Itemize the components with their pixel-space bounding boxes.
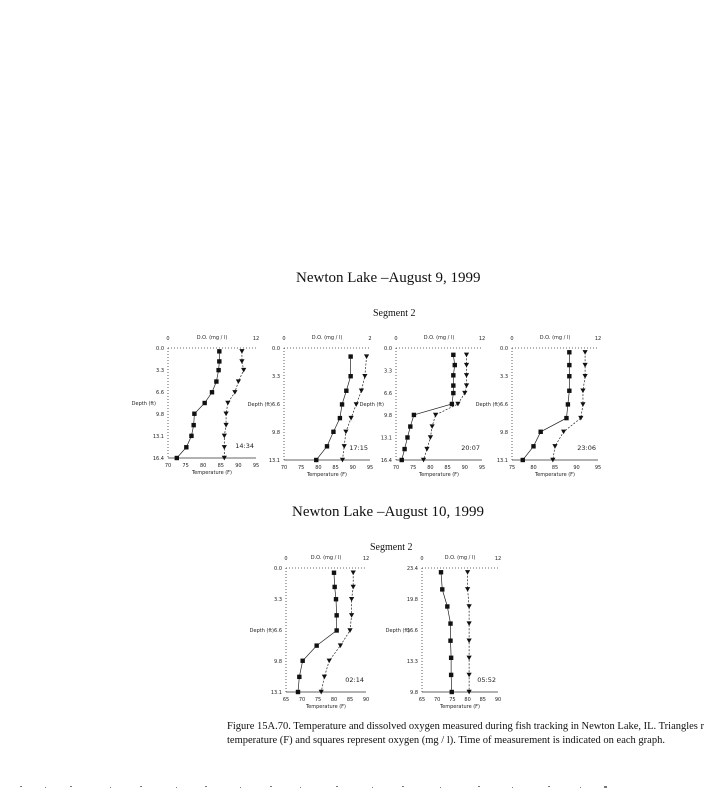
- temperature-point: [351, 571, 356, 576]
- oxygen-point: [217, 349, 221, 353]
- temperature-point: [322, 675, 327, 680]
- temperature-point: [578, 416, 583, 421]
- depth-axis-title: Depth (ft): [249, 628, 274, 634]
- do-tick-label: 12: [594, 336, 602, 342]
- profile-chart-1434: [131, 330, 278, 490]
- temperature-point: [232, 390, 237, 395]
- temp-tick-label: 75: [314, 697, 322, 703]
- time-label: 20:07: [461, 444, 480, 452]
- temperature-point: [348, 416, 353, 421]
- temperature-point: [467, 621, 472, 626]
- temperature-point: [467, 638, 472, 643]
- temperature-point: [222, 445, 227, 450]
- do-tick-label: 0: [510, 336, 514, 342]
- oxygen-point: [412, 413, 416, 417]
- temp-axis-title: Temperature (F): [306, 472, 348, 478]
- oxygen-point: [538, 430, 542, 434]
- depth-tick-label: 0.0: [500, 346, 508, 352]
- temperature-point: [351, 585, 356, 590]
- depth-tick-label: 16.4: [380, 458, 392, 464]
- temperature-point: [342, 444, 347, 449]
- oxygen-point: [449, 673, 453, 677]
- oxygen-point: [348, 374, 352, 378]
- oxygen-point: [217, 359, 221, 363]
- temp-tick-label: 75: [449, 697, 456, 703]
- temp-tick-label: 75: [182, 463, 189, 469]
- temperature-point: [433, 413, 438, 418]
- temperature-point: [552, 444, 557, 449]
- temp-tick-label: 90: [494, 697, 502, 703]
- depth-axis-title: Depth (ft): [475, 402, 500, 408]
- depth-tick-label: 9.8: [384, 413, 392, 420]
- title-aug10: Newton Lake –August 10, 1999: [292, 504, 485, 520]
- title-aug9: Newton Lake –August 9, 1999: [296, 270, 481, 286]
- time-label: 14:34: [235, 442, 254, 450]
- temperature-point: [338, 643, 343, 648]
- temperature-point: [580, 389, 585, 394]
- do-tick-label: 2: [368, 336, 372, 342]
- oxygen-point: [202, 401, 206, 405]
- temperature-point: [359, 389, 364, 394]
- time-label: 17:15: [349, 444, 368, 452]
- oxygen-point: [296, 690, 300, 694]
- temperature-point: [239, 359, 244, 364]
- temperature-point: [354, 402, 359, 407]
- oxygen-point: [408, 424, 412, 428]
- depth-tick-label: 13.1: [152, 434, 164, 440]
- oxygen-point: [344, 389, 348, 393]
- temperature-point: [222, 434, 227, 439]
- temp-tick-label: 80: [330, 697, 338, 703]
- depth-tick-label: 9.8: [500, 430, 508, 436]
- temperature-point: [362, 374, 367, 379]
- depth-tick-label: 9.8: [272, 430, 280, 436]
- oxygen-point: [451, 391, 455, 395]
- oxygen-point: [566, 402, 570, 406]
- temperature-point: [428, 435, 433, 440]
- temp-tick-label: 90: [461, 465, 468, 471]
- temperature-point: [349, 597, 354, 602]
- temperature-point: [223, 423, 228, 428]
- temp-tick-label: 75: [508, 465, 516, 471]
- temperature-point: [583, 374, 588, 379]
- do-axis-title: D.O. (mg / l): [310, 555, 342, 561]
- do-tick-label: 0: [166, 336, 170, 342]
- temperature-point: [561, 430, 566, 435]
- caption-line-2: temperature (F) and squares represent oxygen (mg / l). Time of measurement is indicated on each graph.: [227, 735, 665, 746]
- oxygen-point: [300, 659, 304, 663]
- temp-tick-label: 85: [346, 697, 354, 703]
- temperature-point: [241, 368, 246, 373]
- temperature-point: [236, 379, 241, 384]
- oxygen-point: [567, 374, 571, 378]
- oxygen-point: [448, 638, 452, 642]
- depth-tick-label: 6.6: [156, 390, 164, 396]
- temp-tick-label: 80: [530, 465, 537, 471]
- time-label: 05:52: [477, 676, 496, 684]
- temperature-point: [583, 350, 588, 355]
- temperature-point: [424, 447, 429, 452]
- temperature-point: [347, 628, 352, 633]
- oxygen-point: [189, 434, 193, 438]
- temperature-point: [465, 570, 470, 575]
- temp-tick-label: 65: [418, 697, 426, 703]
- temp-tick-label: 70: [434, 697, 441, 703]
- profile-chart-0214: [249, 550, 386, 720]
- temp-axis-title: Temperature (F): [439, 704, 481, 710]
- oxygen-point: [564, 416, 568, 420]
- oxygen-point: [567, 350, 571, 354]
- oxygen-point: [348, 354, 352, 358]
- depth-tick-label: 13.1: [380, 435, 392, 442]
- temp-tick-label: 90: [349, 465, 356, 471]
- oxygen-point: [451, 373, 455, 377]
- depth-tick-label: 13.1: [268, 458, 280, 464]
- oxygen-point: [451, 353, 455, 357]
- temperature-point: [465, 587, 470, 592]
- oxygen-point: [214, 379, 218, 383]
- temp-tick-label: 70: [392, 465, 400, 471]
- oxygen-point: [567, 389, 571, 393]
- temp-tick-label: 85: [551, 465, 559, 471]
- temp-tick-label: 80: [464, 697, 471, 703]
- depth-tick-label: 0.0: [274, 566, 282, 572]
- temp-tick-label: 70: [280, 465, 288, 471]
- temperature-point: [467, 656, 472, 661]
- oxygen-point: [450, 690, 454, 694]
- temperature-point: [343, 430, 348, 435]
- depth-tick-label: 23.4: [406, 566, 418, 572]
- oxygen-point: [216, 368, 220, 372]
- depth-tick-label: 13.1: [496, 458, 508, 464]
- oxygen-point: [325, 444, 329, 448]
- temperature-point: [239, 349, 244, 354]
- depth-tick-label: 13.3: [406, 659, 418, 665]
- depth-tick-label: 19.8: [406, 597, 418, 603]
- depth-tick-label: 3.3: [500, 374, 508, 380]
- temp-tick-label: 85: [479, 697, 486, 703]
- oxygen-point: [338, 416, 342, 420]
- temp-tick-label: 65: [282, 697, 290, 703]
- depth-tick-label: 6.6: [274, 628, 282, 634]
- temperature-point: [464, 363, 469, 368]
- time-label: 02:14: [345, 676, 364, 684]
- depth-tick-label: 6.6: [500, 402, 508, 408]
- oxygen-point: [521, 458, 525, 462]
- oxygen-point: [450, 402, 454, 406]
- do-tick-label: 0: [420, 556, 424, 562]
- depth-tick-label: 9.8: [410, 690, 418, 696]
- temperature-point: [467, 604, 472, 609]
- do-tick-label: 0: [284, 556, 288, 562]
- oxygen-point: [314, 458, 318, 462]
- oxygen-point: [400, 458, 404, 462]
- depth-tick-label: 3.3: [274, 597, 282, 603]
- temp-tick-label: 75: [298, 465, 305, 471]
- temp-tick-label: 80: [315, 465, 322, 471]
- temp-tick-label: 90: [362, 697, 370, 703]
- oxygen-point: [192, 412, 196, 416]
- figure-caption: [227, 720, 704, 748]
- profile-chart-0552: [382, 550, 510, 720]
- depth-tick-label: 3.3: [272, 374, 280, 380]
- temp-axis-title: Temperature (F): [534, 472, 576, 478]
- temperature-point: [430, 424, 435, 429]
- depth-tick-label: 3.3: [156, 368, 164, 374]
- temp-tick-label: 70: [164, 463, 172, 469]
- temp-axis-title: Temperature (F): [418, 472, 460, 478]
- oxygen-point: [191, 423, 195, 427]
- depth-axis-title: Depth (ft): [359, 402, 384, 408]
- scan-artifact-row: [0, 780, 618, 794]
- oxygen-point: [175, 456, 179, 460]
- oxygen-point: [448, 621, 452, 625]
- oxygen-point: [334, 628, 338, 632]
- temperature-point: [583, 363, 588, 368]
- segment-label-aug10: Segment 2: [370, 542, 413, 553]
- temperature-point: [464, 353, 469, 358]
- temperature-line: [424, 355, 467, 460]
- oxygen-line: [523, 352, 570, 460]
- depth-tick-label: 16.4: [152, 456, 164, 462]
- temp-tick-label: 95: [252, 463, 260, 469]
- temperature-point: [580, 402, 585, 407]
- depth-tick-label: 6.6: [384, 390, 392, 397]
- temperature-point: [467, 673, 472, 678]
- temperature-point: [349, 613, 354, 618]
- do-axis-title: D.O. (mg / l): [196, 335, 228, 341]
- temp-tick-label: 80: [200, 463, 207, 469]
- depth-tick-label: 9.8: [274, 659, 282, 665]
- profile-chart-2306: [475, 330, 616, 490]
- temperature-point: [455, 402, 460, 407]
- depth-tick-label: 13.1: [270, 690, 282, 696]
- oxygen-point: [405, 435, 409, 439]
- do-axis-title: D.O. (mg / l): [444, 555, 476, 561]
- oxygen-point: [332, 585, 336, 589]
- depth-axis-title: Depth (ft): [247, 402, 272, 408]
- temp-axis-title: Temperature (F): [305, 704, 347, 710]
- temperature-point: [364, 354, 369, 359]
- profile-chart-2007: [359, 330, 502, 490]
- oxygen-point: [531, 444, 535, 448]
- oxygen-point: [334, 613, 338, 617]
- temp-tick-label: 85: [444, 465, 451, 471]
- temperature-point: [223, 412, 228, 417]
- oxygen-point: [440, 587, 444, 591]
- temp-tick-label: 70: [298, 697, 306, 703]
- caption-line-1: Figure 15A.70. Temperature and dissolved oxygen measured during fish tracking in Newton Lake, IL. Triangles r: [227, 721, 704, 732]
- temperature-point: [464, 383, 469, 388]
- temp-tick-label: 75: [410, 465, 417, 471]
- depth-tick-label: 9.8: [156, 412, 164, 418]
- temperature-point: [225, 401, 230, 406]
- depth-tick-label: 3.3: [384, 368, 392, 375]
- oxygen-point: [314, 643, 318, 647]
- oxygen-point: [445, 604, 449, 608]
- oxygen-point: [439, 570, 443, 574]
- oxygen-line: [177, 351, 220, 458]
- temp-tick-label: 85: [332, 465, 339, 471]
- do-tick-label: 12: [478, 336, 486, 342]
- temp-tick-label: 80: [427, 465, 434, 471]
- temp-tick-label: 90: [573, 465, 580, 471]
- oxygen-point: [184, 445, 188, 449]
- oxygen-point: [332, 571, 336, 575]
- time-label: 23:06: [577, 444, 596, 452]
- depth-tick-label: 6.6: [272, 402, 280, 408]
- do-tick-label: 12: [494, 556, 502, 562]
- temp-axis-title: Temperature (F): [191, 470, 233, 476]
- do-tick-label: 0: [282, 336, 286, 342]
- oxygen-point: [402, 447, 406, 451]
- oxygen-point: [449, 656, 453, 660]
- oxygen-line: [298, 573, 337, 692]
- temp-tick-label: 95: [478, 465, 486, 471]
- depth-axis-title: Depth (ft): [131, 401, 156, 407]
- oxygen-point: [210, 390, 214, 394]
- oxygen-point: [451, 383, 455, 387]
- do-tick-label: 12: [252, 336, 260, 342]
- oxygen-point: [297, 675, 301, 679]
- do-tick-label: 12: [362, 556, 370, 562]
- depth-axis-title: Depth (ft): [385, 628, 410, 634]
- depth-tick-label: 0.0: [384, 346, 392, 352]
- temperature-point: [462, 391, 467, 396]
- temp-tick-label: 90: [235, 463, 242, 469]
- depth-tick-label: 0.0: [272, 346, 280, 352]
- do-axis-title: D.O. (mg / l): [539, 335, 571, 341]
- oxygen-point: [453, 363, 457, 367]
- temperature-point: [327, 659, 332, 664]
- segment-label-aug9: Segment 2: [373, 308, 416, 319]
- temp-tick-label: 85: [217, 463, 224, 469]
- do-axis-title: D.O. (mg / l): [311, 335, 343, 341]
- depth-tick-label: 0.0: [156, 346, 164, 352]
- oxygen-point: [331, 430, 335, 434]
- temperature-point: [464, 373, 469, 378]
- do-tick-label: 0: [394, 336, 398, 342]
- oxygen-point: [340, 402, 344, 406]
- do-axis-title: D.O. (mg / l): [423, 335, 455, 341]
- temp-tick-label: 95: [594, 465, 602, 471]
- depth-tick-label: 16.6: [406, 628, 418, 634]
- oxygen-point: [567, 363, 571, 367]
- oxygen-point: [334, 597, 338, 601]
- temp-tick-label: 95: [366, 465, 374, 471]
